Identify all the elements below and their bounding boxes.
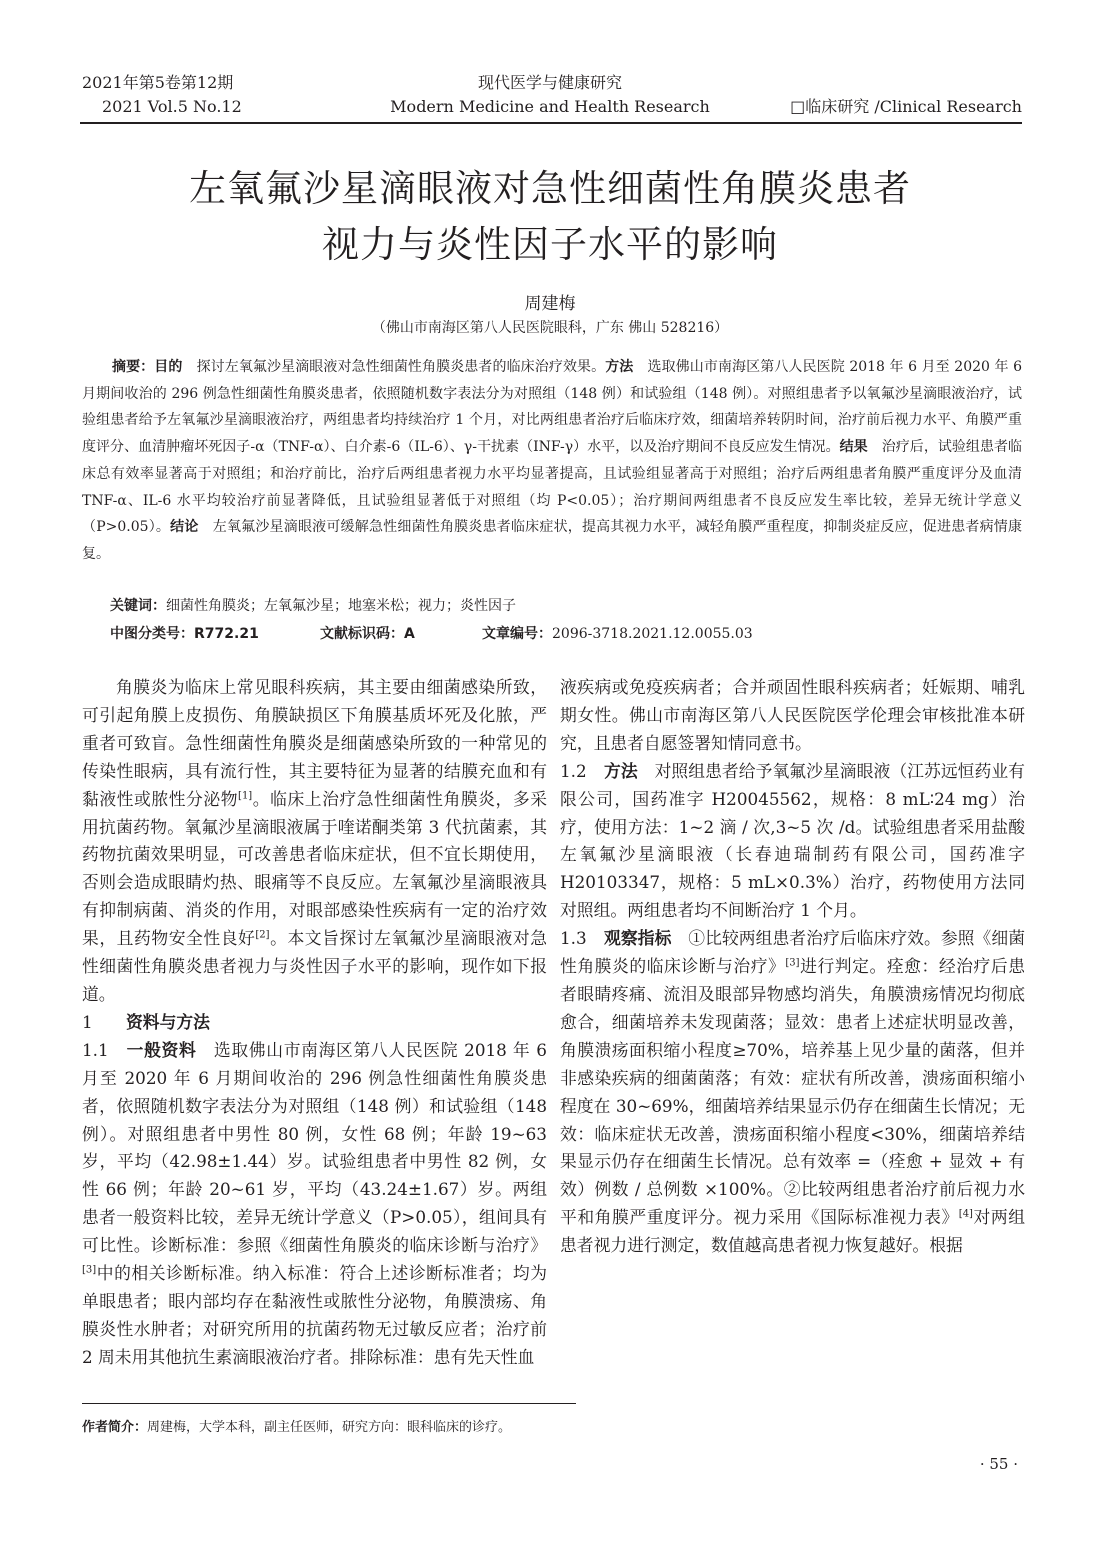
section-1-heading (82, 1009, 547, 1037)
doc-label: 文献标识码： (320, 626, 404, 642)
ref-1: [1] (238, 790, 253, 802)
clc-value: R772.21 (194, 626, 259, 642)
conclusion-label: 结论 (170, 519, 199, 536)
keywords-label: 关键词： (110, 598, 166, 614)
abstract (82, 354, 1022, 568)
section-1-3-title: 观察指标 (604, 928, 672, 949)
section-1-1-text-b: 中的相关诊断标准。纳入标准：符合上述诊断标准者；均为单眼患者；眼内部均存在黏液性或脓性分泌物，角膜溃疡、角膜炎性水肿者；对研究所用的抗菌药物无过敏反应者；治疗前 2 周未用其他抗生素滴眼液治疗者。排除标准：患有先天性血 (82, 1263, 547, 1367)
header-rule (80, 122, 1022, 124)
article-number (482, 624, 753, 644)
section-1-number: 1 (82, 1011, 93, 1032)
title-line-2: 视力与炎性因子水平的影响 (322, 223, 778, 266)
intro-text-b: 。临床上治疗急性细菌性角膜炎，多采用抗菌药物。氧氟沙星滴眼液属于喹诺酮类第 3 代抗菌素，其药物抗菌效果明显，可改善患者临床症状，但不宜长期使用，否则会造成眼睛灼热、眼痛等不良反应。左氧氟沙星滴眼液具有抑制病菌、消炎的作用，对眼部感染性疾病有一定的治疗效果，且药物安全性良好 (82, 788, 547, 949)
left-column (82, 674, 547, 1372)
objective-label: 目的 (154, 359, 183, 375)
methods-label: 方法 (605, 359, 634, 375)
doc-value: A (404, 626, 415, 642)
section-1-2-title: 方法 (604, 760, 638, 781)
section-1-1-text-a: 选取佛山市南海区第八人民医院 2018 年 6 月至 2020 年 6 月期间收治的 296 例急性细菌性角膜炎患者，依照随机数字表法分为对照组（148 例）和试验组（148 例）。对照组患者中男性 80 例，女性 68 例；年龄 19~63 岁，平均（42.98±1.44）岁。试验组患者中男性 82 例，女性 66 例；年龄 20~61 岁，平均（43.24±1.67）岁。两组患者一般资料比较，差异无统计学意义（P>0.05），组间具有可比性。诊断标准：参照《细菌性角膜炎的临床诊断与治疗》 (82, 1039, 547, 1256)
intro-text-a: 角膜炎为临床上常见眼科疾病，其主要由细菌感染所致，可引起角膜上皮损伤、角膜缺损区下角膜基质坏死及化脓，严重者可致盲。急性细菌性角膜炎是细菌感染所致的一种常见的传染性眼病，具有流行性，其主要特征为显著的结膜充血和有黏液性或脓性分泌物 (82, 677, 547, 809)
results-label: 结果 (839, 439, 868, 456)
section-1-3-text-a: ①比较两组患者治疗后临床疗效。参照《细菌性角膜炎的临床诊断与治疗》 (560, 928, 1025, 977)
section-1-title: 资料与方法 (126, 1011, 210, 1032)
objective-text: 探讨左氧氟沙星滴眼液对急性细菌性角膜炎患者的临床治疗效果。 (196, 359, 606, 375)
footnote-rule (82, 1403, 576, 1404)
issue-cn: 2021年第5卷第12期 (82, 73, 234, 92)
keywords-text: 细菌性角膜炎；左氧氟沙星；地塞米松；视力；炎性因子 (166, 598, 516, 614)
issue-en: 2021 Vol.5 No.12 (102, 97, 242, 116)
conclusion-text: 左氧氟沙星滴眼液可缓解急性细菌性角膜炎患者临床症状，提高其视力水平，减轻角膜严重程度，抑制炎症反应，促进患者病情康复。 (82, 519, 1023, 562)
section-1-2-number: 1.2 (560, 760, 587, 781)
intro-paragraph (82, 674, 547, 1009)
section-1-3-text-b: 进行判定。痊愈：经治疗后患者眼睛疼痛、流泪及眼部异物感均消失，角膜溃疡情况均彻底愈合，细菌培养未发现菌落；显效：患者上述症状明显改善，角膜溃疡面积缩小程度≥70%，培养基上见少量的菌落，但并非感染疾病的细菌菌落；有效：症状有所改善，溃疡面积缩小程度在 30~69%，细菌培养结果显示仍存在细菌生长情况；无效：临床症状无改善，溃疡面积缩小程度<30%，细菌培养结果显示仍存在细菌生长情况。总有效率 =（痊愈 + 显效 + 有效）例数 / 总例数 ×100%。②比较两组患者治疗前后视力水平和角膜严重度评分。视力采用《国际标准视力表》 (560, 956, 1025, 1228)
footnote (82, 1418, 511, 1438)
affiliation: （佛山市南海区第八人民医院眼科，广东 佛山 528216） (371, 320, 729, 336)
section-1-1 (82, 1037, 547, 1372)
journal-en: Modern Medicine and Health Research (390, 97, 710, 116)
keywords (110, 596, 516, 616)
ref-2: [2] (255, 929, 270, 941)
footnote-text: 周建梅，大学本科，副主任医师，研究方向：眼科临床的诊疗。 (147, 1420, 512, 1435)
journal-cn: 现代医学与健康研究 (477, 73, 622, 92)
intro-text-c: 。本文旨探讨左氧氟沙星滴眼液对急性细菌性角膜炎患者视力与炎性因子水平的影响，现作如下报道。 (82, 928, 547, 1004)
article-label: 文章编号： (482, 626, 552, 642)
clc-label: 中图分类号： (110, 626, 194, 642)
section-1-1-title: 一般资料 (126, 1039, 197, 1060)
clc-number (110, 624, 259, 644)
section-1-1-number: 1.1 (82, 1039, 109, 1060)
ref-3: [3] (82, 1264, 97, 1276)
section-1-1-continued: 液疾病或免疫疾病者；合并顽固性眼科疾病者；妊娠期、哺乳期女性。佛山市南海区第八人民医院医学伦理会审核批准本研究，且患者自愿签署知情同意书。 (560, 677, 1025, 753)
ref-3b: [3] (785, 957, 800, 969)
section-1-2-text: 对照组患者给予氧氟沙星滴眼液（江苏远恒药业有限公司，国药准字 H20045562，规格：8 mL∶24 mg）治疗，使用方法：1~2 滴 / 次,3~5 次 /d。试验组患者采用盐酸左氧氟沙星滴眼液（长春迪瑞制药有限公司，国药准字 H20103347，规格：5 mL×0.3%）治疗，药物使用方法同对照组。两组患者均不间断治疗 1 个月。 (560, 760, 1025, 921)
right-column (560, 674, 1025, 1260)
article-value: 2096-3718.2021.12.0055.03 (552, 626, 753, 642)
section-label: □临床研究 /Clinical Research (790, 97, 1022, 116)
doc-code (320, 624, 415, 644)
results-text: 治疗后，试验组患者临床总有效率显著高于对照组；和治疗前比，治疗后两组患者视力水平均显著提高，且试验组显著高于对照组；治疗后两组患者角膜严重度评分及血清 TNF-α、IL-6 水平均较治疗前显著降低，且试验组显著低于对照组（均 P<0.05）；治疗期间两组患者不良反应发生率比较，差异无统计学意义（P>0.05）。 (82, 439, 1023, 536)
ref-4: [4] (958, 1208, 973, 1220)
abstract-label: 摘要： (112, 359, 155, 375)
section-1-3-text-c: 对两组患者视力进行测定，数值越高患者视力恢复越好。根据 (560, 1207, 1025, 1256)
author: 周建梅 (524, 294, 576, 314)
methods-text: 选取佛山市南海区第八人民医院 2018 年 6 月至 2020 年 6 月期间收治的 296 例急性细菌性角膜炎患者，依照随机数字表法分为对照组（148 例）和试验组（148 例）。对照组患者予以氧氟沙星滴眼液治疗，试验组患者给予左氧氟沙星滴眼液治疗，两组患者均持续治疗 1 个月，对比两组患者治疗后临床疗效，细菌培养转阴时间，治疗前后视力水平、角膜严重度评分、血清肿瘤坏死因子-α（TNF-α）、白介素-6（IL-6）、γ-干扰素（INF-γ）水平，以及治疗期间不良反应发生情况。 (82, 359, 1023, 456)
section-1-3 (560, 925, 1025, 1260)
title-line-1: 左氧氟沙星滴眼液对急性细菌性角膜炎患者 (189, 167, 911, 210)
section-1-2 (560, 758, 1025, 925)
page-number: · 55 · (979, 1455, 1018, 1473)
section-1-3-number: 1.3 (560, 928, 587, 949)
footnote-label: 作者简介： (82, 1420, 148, 1435)
